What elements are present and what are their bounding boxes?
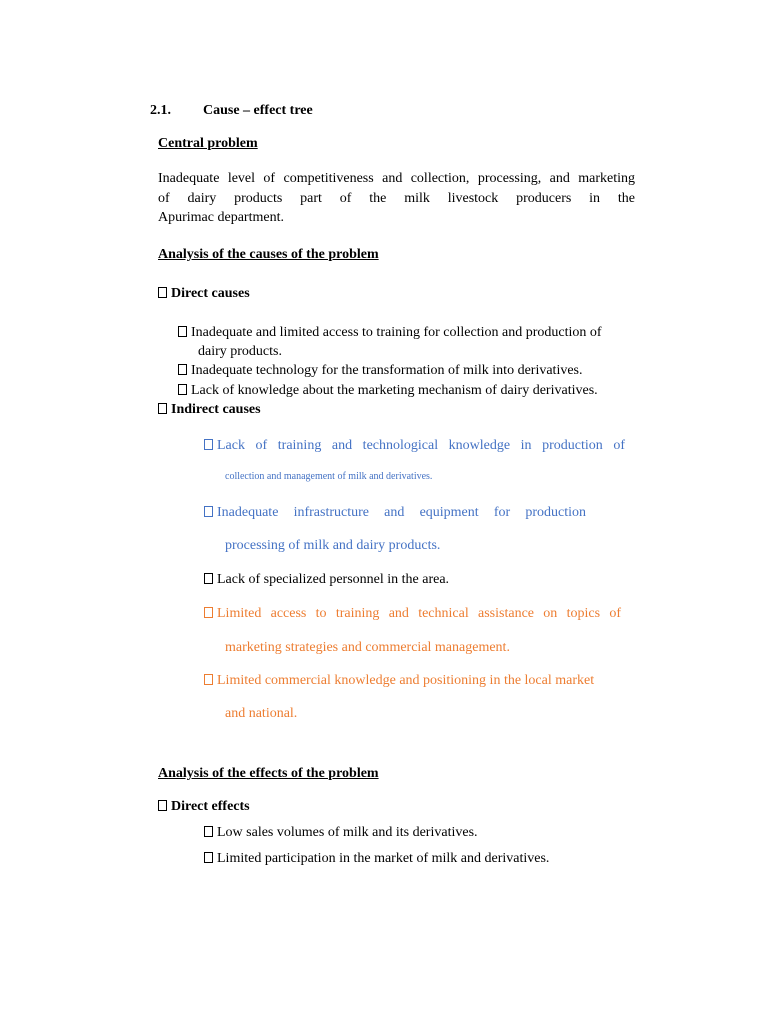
indirect-cause-1-cont: collection and management of milk and derivatives. [225,471,433,482]
direct-causes-heading: Direct causes [158,286,250,302]
indirect-cause-5: Limited commercial knowledge and positioning in the local market [204,673,594,689]
central-line-1: Inadequate level of competitiveness and collection, processing, and marketing [158,171,635,186]
direct-effect-2: Limited participation in the market of milk and derivatives. [204,851,549,867]
indirect-cause-4: Limited access to training and technical assistance on topics of [204,606,621,622]
direct-cause-2: Inadequate technology for the transformation of milk into derivatives. [178,363,583,379]
direct-effects-heading: Direct effects [158,799,250,815]
direct-effect-1: Low sales volumes of milk and its derivatives. [204,825,478,841]
direct-cause-3: Lack of knowledge about the marketing mechanism of dairy derivatives. [178,383,598,399]
checkbox-icon [204,674,213,685]
checkbox-icon [204,607,213,618]
indirect-cause-1: Lack of training and technological knowledge in production of [204,438,625,454]
indirect-cause-2: Inadequate infrastructure and equipment for production [204,505,586,521]
central-line-3: Apurimac department. [158,210,284,225]
checkbox-icon [204,439,213,450]
checkbox-icon [158,800,167,811]
indirect-cause-4-cont: marketing strategies and commercial management. [225,640,510,655]
checkbox-icon [178,326,187,337]
effects-heading: Analysis of the effects of the problem [158,766,379,781]
direct-cause-1: Inadequate and limited access to training for collection and production of [178,325,602,341]
indirect-cause-2-cont: processing of milk and dairy products. [225,538,441,553]
checkbox-icon [178,364,187,375]
causes-heading: Analysis of the causes of the problem [158,247,379,262]
checkbox-icon [158,403,167,414]
indirect-cause-5-cont: and national. [225,706,298,721]
checkbox-icon [204,852,213,863]
checkbox-icon [204,573,213,584]
direct-cause-1-cont: dairy products. [198,344,282,359]
section-number: 2.1. [150,103,171,118]
central-problem-text [158,169,635,227]
central-problem-heading: Central problem [158,136,258,151]
central-line-2: of dairy products part of the milk livestock producers in the [158,191,635,206]
section-title: Cause – effect tree [203,103,313,118]
checkbox-icon [204,826,213,837]
indirect-cause-3: Lack of specialized personnel in the area. [204,572,449,588]
checkbox-icon [178,384,187,395]
checkbox-icon [158,287,167,298]
indirect-causes-heading: Indirect causes [158,402,261,418]
checkbox-icon [204,506,213,517]
